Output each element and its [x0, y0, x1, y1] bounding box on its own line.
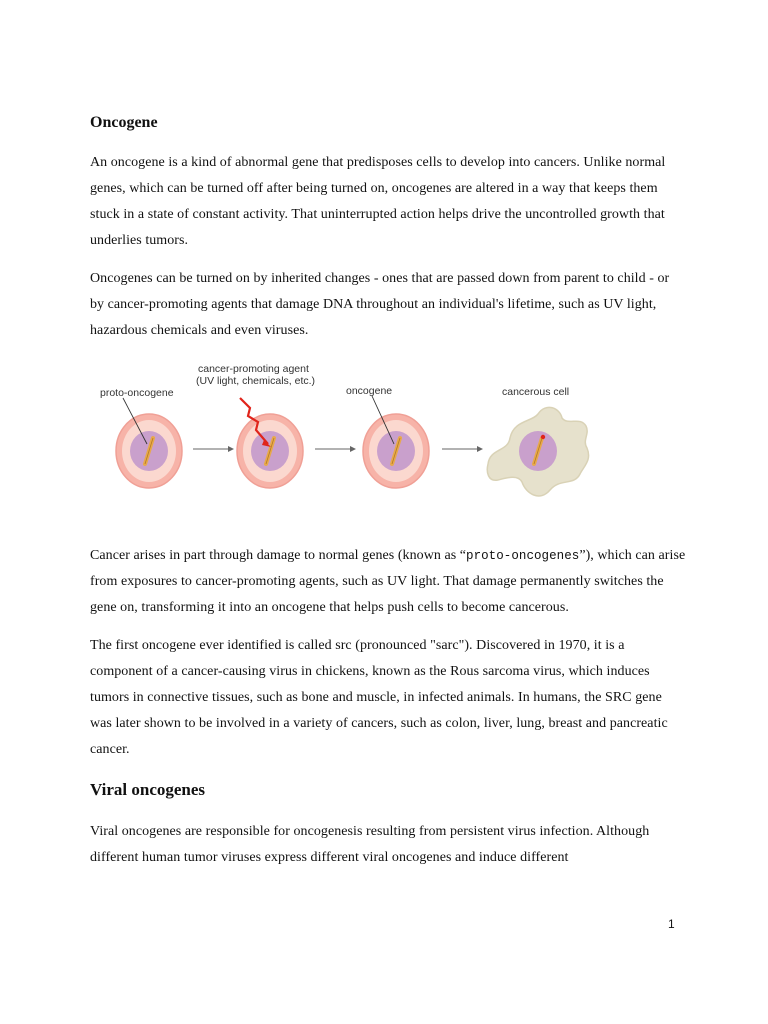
- page-number: 1: [668, 917, 675, 931]
- cancerous-cell: [487, 407, 588, 496]
- arrow-icon: [315, 446, 356, 452]
- label-agent-line1: cancer-promoting agent: [198, 363, 309, 375]
- paragraph-text-before: Cancer arises in part through damage to normal genes (known as “: [90, 548, 467, 563]
- oncogene-diagram-svg: [90, 356, 686, 531]
- damaged-cell: [237, 414, 303, 488]
- arrow-icon: [442, 446, 483, 452]
- paragraph-intro: An oncogene is a kind of abnormal gene that predisposes cells to develop into cancers. Unlike normal genes, which can be turned off after being turned on, oncogenes are altered in a way that keeps them stuck in a state of constant activity. That uninterrupted action helps drive the uncontrolled growth that underlies tumors.: [90, 155, 666, 248]
- paragraph-activation: Oncogenes can be turned on by inherited changes - ones that are passed down from parent to child - or by cancer-promoting agents that damage DNA throughout an individual's lifetime, such as UV light, hazardous chemicals and even viruses.: [90, 271, 670, 338]
- oncogene-diagram: [90, 356, 686, 531]
- paragraph-text-after: ”), which can arise from exposures to cancer-promoting agents, such as UV light. That damage permanently switches the gene on, transforming it into an oncogene that helps push cells to become cancerous.: [90, 548, 686, 615]
- proto-oncogene-cell: [116, 398, 182, 488]
- label-agent-line2: (UV light, chemicals, etc.): [196, 375, 316, 387]
- paragraph-viral: Viral oncogenes are responsible for oncogenesis resulting from persistent virus infection. Although different human tumor viruses express different viral oncogenes and induce different: [90, 824, 650, 865]
- label-cancerous-cell: cancerous cell: [502, 386, 570, 398]
- label-oncogene: oncogene: [346, 385, 393, 397]
- section-title-viral-oncogenes: Viral oncogenes: [90, 780, 206, 799]
- label-proto-oncogene: proto-oncogene: [100, 387, 174, 399]
- page-title: Oncogene: [90, 114, 158, 131]
- proto-oncogenes-term: proto-oncogenes: [466, 549, 580, 563]
- arrow-icon: [193, 446, 234, 452]
- oncogene-cell: [363, 396, 429, 488]
- paragraph-proto-oncogenes: [90, 543, 686, 621]
- document-body: [90, 108, 686, 883]
- paragraph-src: The first oncogene ever identified is called src (pronounced "sarc"). Discovered in 1970, it is a component of a cancer-causing virus in chickens, known as the Rous sarcoma virus, which induces tumors in connective tissues, such as bone and muscle, in infected animals. In humans, the SRC gene was later shown to be involved in a variety of cancers, such as colon, liver, lung, breast and pancreatic cancer.: [90, 638, 668, 757]
